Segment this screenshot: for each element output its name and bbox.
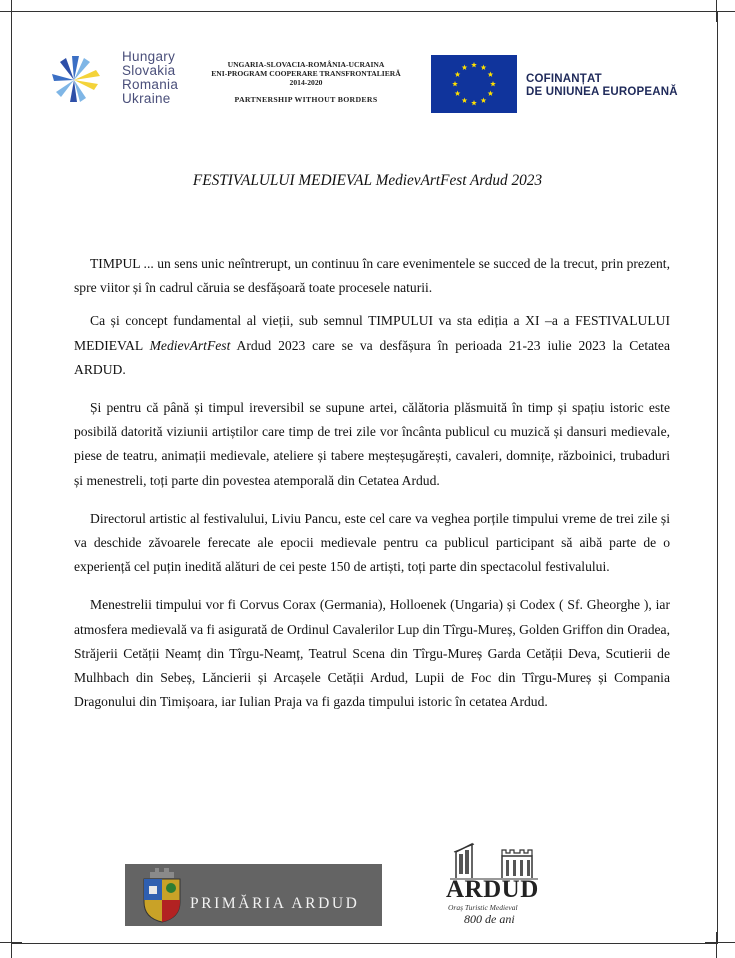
eu-line-1: COFINANȚAT: [526, 73, 602, 85]
festival-name-italic: MedievArtFest: [149, 337, 231, 353]
paragraph-2-start: Ca și concept fundamental al vieții, sub semnul TIMPULUI va sta ediția a XI –a a FESTIVALULUI MEDIEVAL: [74, 313, 670, 353]
header: [0, 0, 735, 130]
country-hungary: Hungary: [122, 49, 176, 64]
paragraph-5: Menestrelii timpului vor fi Corvus Corax (Germania), Holloenek (Ungaria) și Codex ( Sf. Gheorghe ), iar atmosfera medievală va fi asigurată de Ordinul Cavalerilor Lup din Tîrgu-Mureș, Golden Griffon din Oradea, Străjerii Cetății Neamț din Tîrgu-Neamț, Teatrul Scena din Tîrgu-Mureș Garda Cetății Deva, Scutierii de Mulhbach din Sebeș, Lăncierii și Arcașele Cetății Ardud, Lupii de Foc din Tîrgu-Mureș și Compania Dragonului din Timișoara, iar Iulian Praja va fi gazda timpului istoric în cetatea Ardud.: [74, 597, 670, 710]
partner-countries: [122, 50, 178, 106]
program-years: 2014-2020: [289, 78, 323, 87]
primaria-label: PRIMĂRIA ARDUD: [190, 895, 360, 912]
crop-mark: [11, 932, 12, 958]
program-slogan: PARTNERSHIP WITHOUT BORDERS: [234, 95, 378, 104]
document-title: FESTIVALULUI MEDIEVAL MedievArtFest Ardud 2023: [192, 172, 543, 189]
program-block: [196, 60, 416, 104]
paragraph-2-end: Ardud 2023 care se va desfășura în perioada 21-23 iulie 2023 la Cetatea ARDUD.: [74, 337, 670, 377]
country-slovakia: Slovakia: [122, 63, 176, 78]
ardud-subtitle: Oraș Turistic Medieval: [448, 903, 518, 912]
crop-mark: [716, 932, 717, 958]
crop-mark: [705, 942, 735, 943]
country-ukraine: Ukraine: [122, 91, 171, 106]
program-countries: UNGARIA-SLOVACIA-ROMÂNIA-UCRAINA: [227, 60, 385, 69]
eu-cofinancing: [526, 73, 678, 99]
paragraph-1: TIMPUL ... un sens unic neîntrerupt, un continuu în care evenimentele se succed de la trecut, prin prezent, spre viitor și în cadrul căruia se desfășoară toate procesele naturii.: [74, 256, 670, 296]
country-romania: Romania: [122, 77, 179, 92]
program-name: ENI-PROGRAM COOPERARE TRANSFRONTALIERĂ: [211, 69, 401, 78]
paragraph-3: Și pentru că până și timpul ireversibil se supune artei, călătoria plăsmuită în timp și spațiu istoric este posibilă datorită viziunii artiștilor care timp de trei zile vor încânta publicul cu muzică și dansuri medievale, piese de teatru, animații medievale, ateliere și tabere meșteșugărești, cavaleri, domnițe, războinici, trubaduri și menestreli, toți parte din povestea atemporală din Cetatea Ardud.: [74, 400, 670, 488]
document-body: [74, 252, 670, 728]
coat-of-arms-icon: [140, 866, 184, 924]
ardud-years: 800 de ani: [464, 912, 515, 926]
eu-line-2: DE UNIUNEA EUROPEANĂ: [526, 86, 678, 98]
paragraph-4: Directorul artistic al festivalului, Liviu Pancu, este cel care va veghea porțile timpului vreme de trei zile și va deschide zăvoarele ferecate ale epocii medievale pentru ca publicul participant să aibă parte de o experiență cel puțin inedită alături de cei peste 150 de artiști, toți parte din spectacolul festivalului.: [74, 510, 670, 575]
paragraph-2: [74, 309, 670, 382]
eu-flag-icon: [431, 55, 517, 113]
ardud-name: ARDUD: [446, 876, 539, 903]
